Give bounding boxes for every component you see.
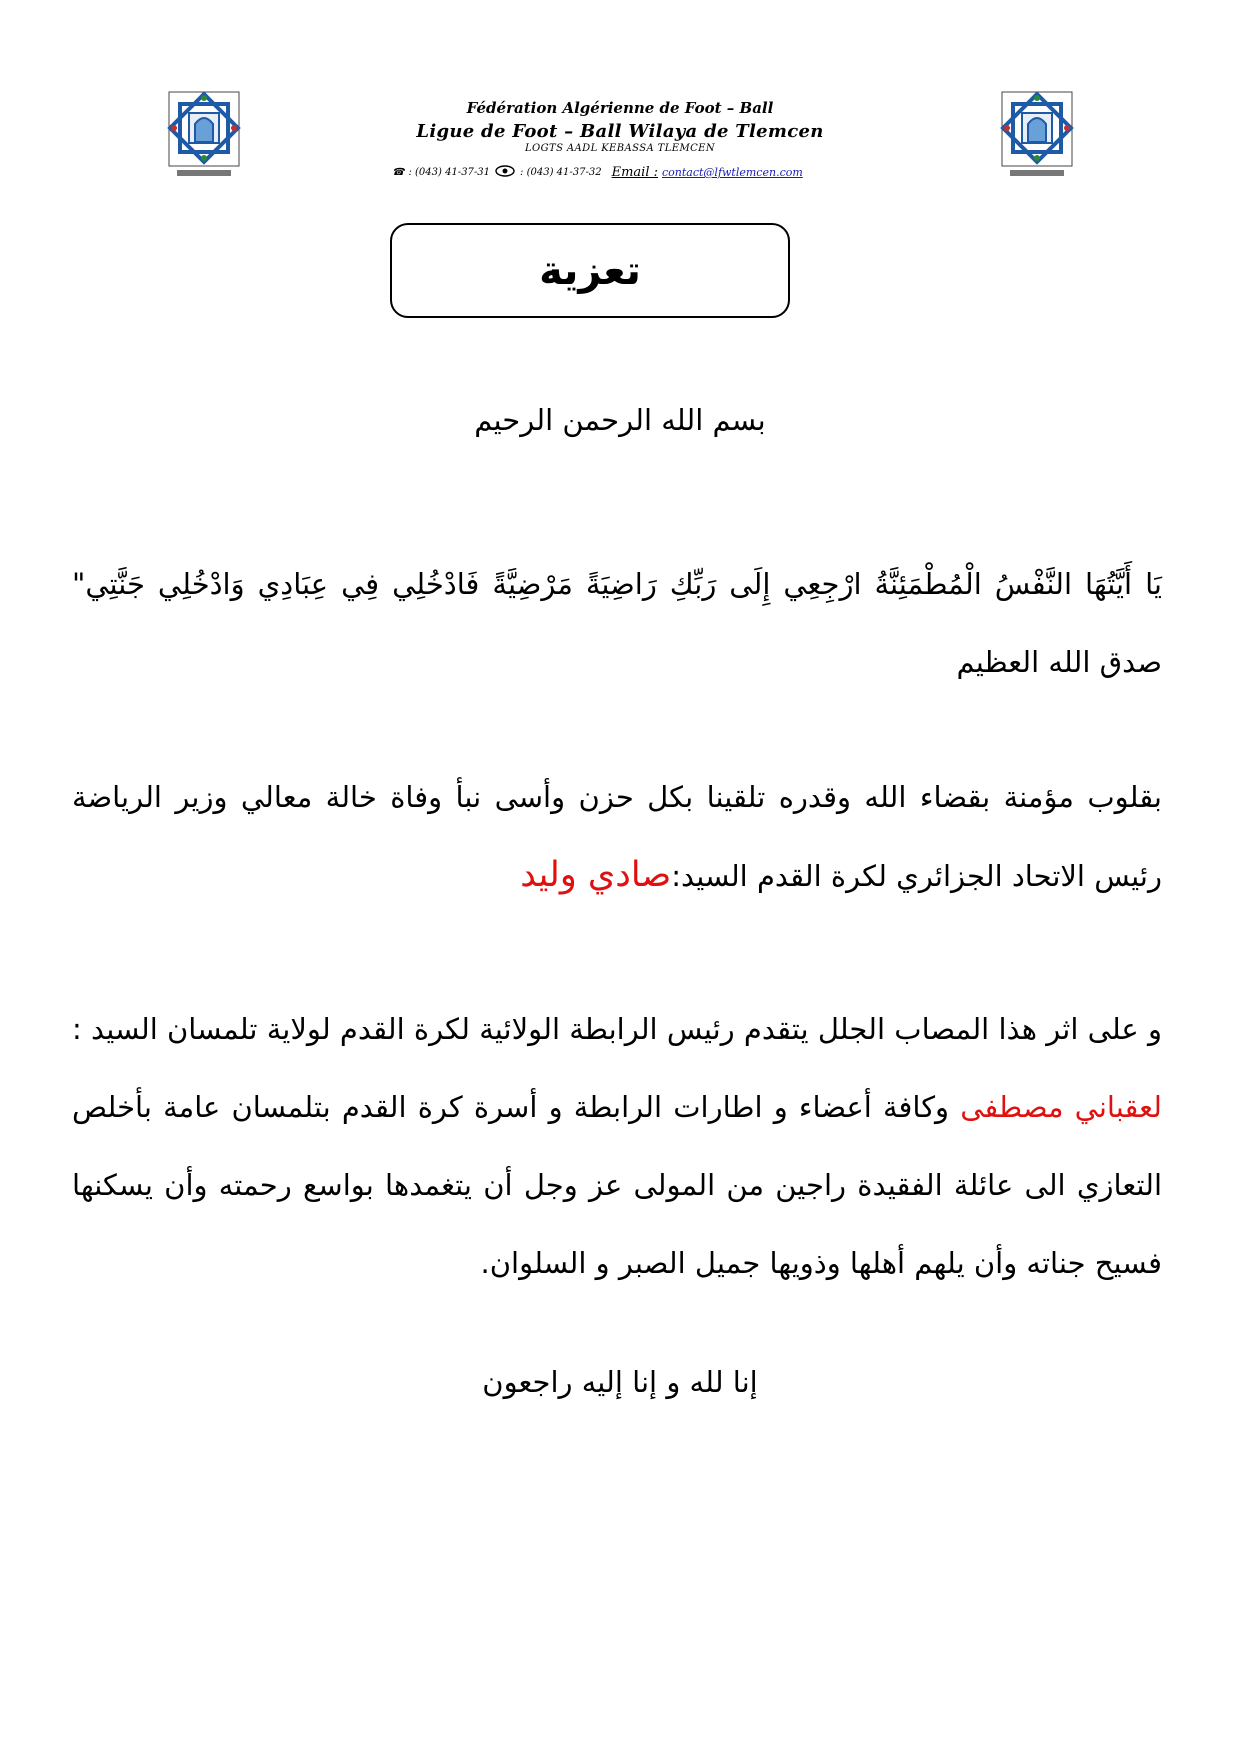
paragraph-2-before: و على اثر هذا المصاب الجلل يتقدم رئيس الرابطة الولائية لكرة القدم لولاية تلمسان السيد :	[72, 1012, 1162, 1046]
closing-phrase: إنا لله و إنا إليه راجعون	[482, 1365, 758, 1399]
phone-icon: ☎	[392, 167, 405, 178]
president-name: لعقباني مصطفى	[960, 1090, 1163, 1124]
paragraph-1-text: بقلوب مؤمنة بقضاء الله وقدره تلقينا بكل حزن وأسى نبأ وفاة خالة معالي وزير الرياضة رئيس الاتحاد الجزائري لكرة القدم السيد:	[72, 780, 1162, 893]
league-address: LOGTS AADL KEBASSA TLEMCEN	[524, 143, 716, 154]
phone-number: : (043) 41-37-31	[408, 167, 491, 178]
league-logo-right	[998, 90, 1076, 182]
quran-verse	[72, 545, 1162, 701]
league-logo-icon	[165, 90, 243, 182]
condolence-paragraph-1	[72, 758, 1162, 915]
league-name: Ligue de Foot – Ball Wilaya de Tlemcen	[416, 121, 824, 142]
verse-text: يَا أَيَّتُهَا النَّفْسُ الْمُطْمَئِنَّةُ ارْجِعِي إِلَى رَبِّكِ رَاضِيَةً مَرْضِيَّةً فَادْخُلِي فِي عِبَادِي وَادْخُلِي جَنَّتِي"	[72, 567, 1162, 601]
email-label: Email :	[611, 165, 658, 180]
federation-name: Fédération Algérienne de Foot – Ball	[466, 99, 774, 117]
league-logo-icon	[998, 90, 1076, 182]
verse-suffix: صدق الله العظيم	[956, 645, 1162, 679]
document-title: تعزية	[390, 223, 790, 318]
league-logo-left	[165, 90, 243, 182]
fax-icon	[494, 164, 516, 181]
fax-number: : (043) 41-37-32	[520, 167, 602, 178]
email-link[interactable]: contact@lfwtlemcen.com	[662, 166, 803, 179]
condolence-paragraph-2	[72, 990, 1162, 1302]
minister-name: صادي وليد	[520, 855, 672, 895]
paragraph-2-after: وكافة أعضاء و اطارات الرابطة و أسرة كرة القدم بتلمسان عامة بأخلص التعازي الى عائلة الفقيدة راجين من المولى عز وجل أن يتغمدها بواسع رحمته وأن يسكنها فسيح جناته وأن يلهم أهلها وذويها جميل الصبر و السلوان.	[72, 1090, 1162, 1280]
contact-line	[392, 164, 862, 181]
basmala: بسم الله الرحمن الرحيم	[474, 403, 766, 437]
